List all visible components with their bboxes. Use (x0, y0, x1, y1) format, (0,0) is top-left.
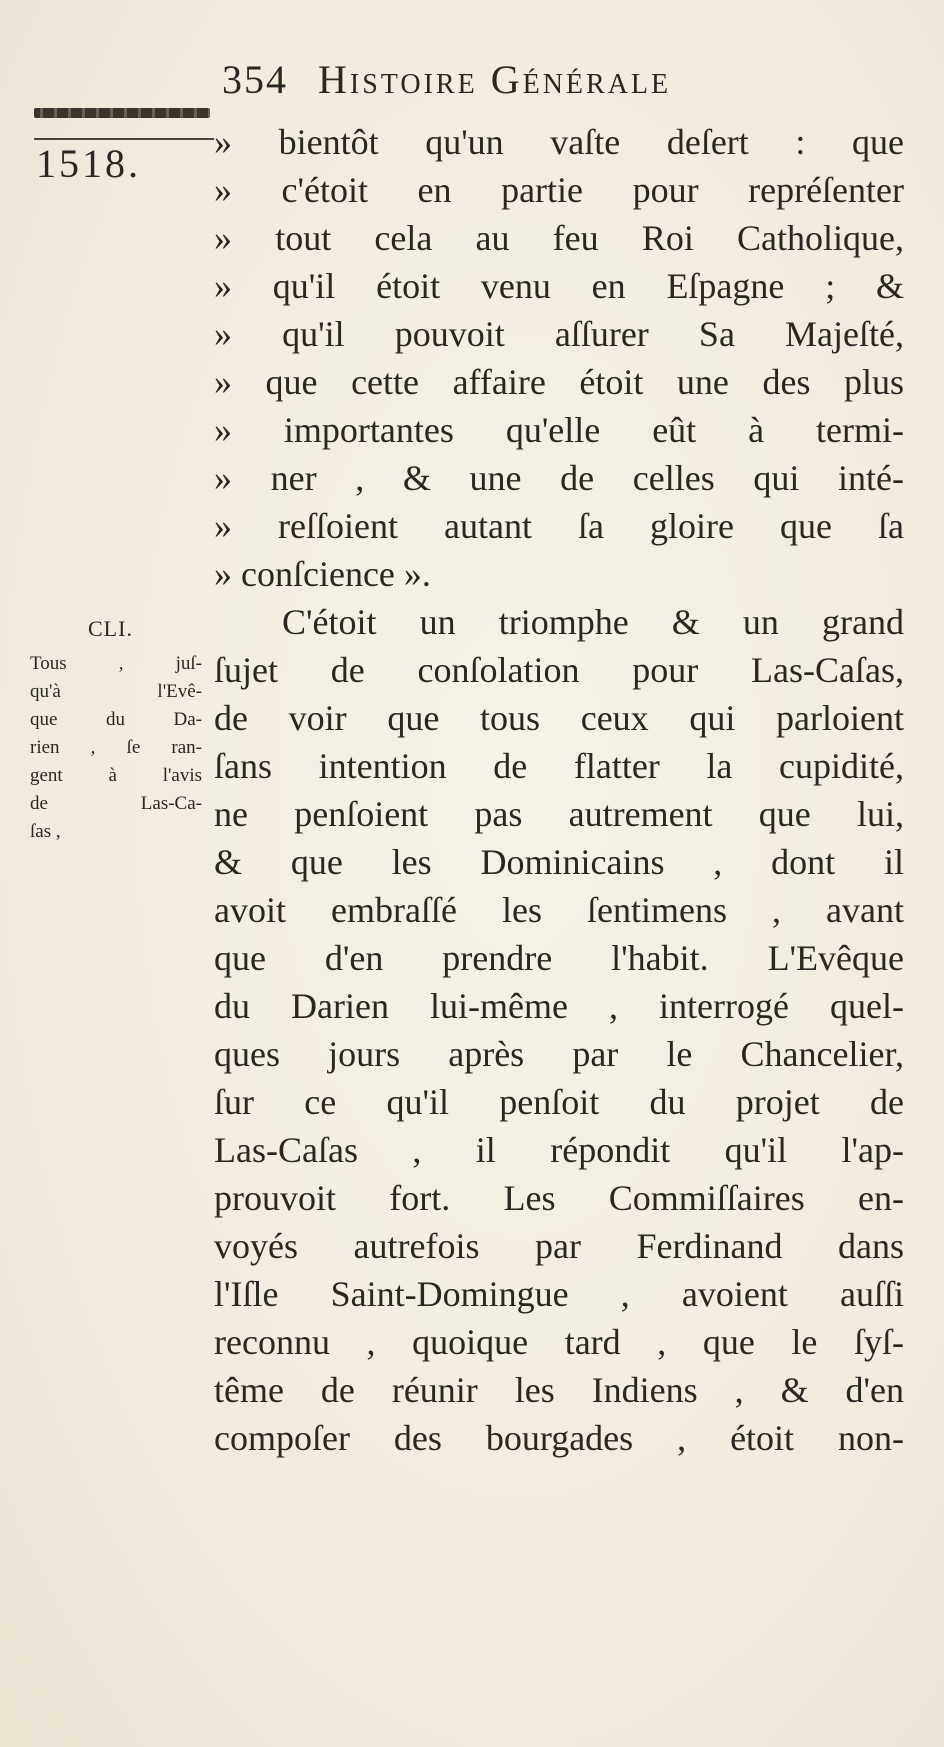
page-header (222, 56, 912, 116)
paragraph-line: l'Iſle Saint-Domingue , avoient auſſi (214, 1274, 904, 1314)
margin-year: 1518. (36, 141, 141, 186)
margin-note-line: Tous , juſ- (30, 653, 202, 674)
quote-line: » qu'il pouvoit aſſurer Sa Majeſté, (214, 314, 904, 354)
paragraph-line: avoit embraſſé les ſentimens , avant (214, 890, 904, 930)
paragraph-line: ques jours après par le Chancelier, (214, 1034, 904, 1074)
quote-line: » ner , & une de celles qui inté- (214, 458, 904, 498)
quote-line: » importantes qu'elle eût à termi- (214, 410, 904, 450)
quote-line: » reſſoient autant ſa gloire que ſa (214, 506, 904, 546)
quote-line: » que cette affaire étoit une des plus (214, 362, 904, 402)
margin-note-number: CLI. (88, 616, 133, 641)
margin-note-line: rien , ſe ran- (30, 737, 202, 758)
paragraph-line: tême de réunir les Indiens , & d'en (214, 1370, 904, 1410)
margin-note-line: qu'à l'Evê- (30, 681, 202, 702)
margin-note-line: gent à l'avis (30, 765, 202, 786)
paragraph-line: ſujet de conſolation pour Las-Caſas, (214, 650, 904, 690)
margin-note-line: que du Da- (30, 709, 202, 730)
paragraph-line: ne penſoient pas autrement que lui, (214, 794, 904, 834)
margin-note (30, 650, 202, 846)
quote-line: » bientôt qu'un vaſte deſert : que (214, 122, 904, 162)
paragraph-line: voyés autrefois par Ferdinand dans (214, 1226, 904, 1266)
paragraph-line: compoſer des bourgades , étoit non- (214, 1418, 904, 1458)
paragraph-line: Las-Caſas , il répondit qu'il l'ap- (214, 1130, 904, 1170)
margin-note-line: ſas , (30, 821, 61, 842)
paragraph-line: que d'en prendre l'habit. L'Evêque (214, 938, 904, 978)
paragraph-line: prouvoit fort. Les Commiſſaires en- (214, 1178, 904, 1218)
quote-line: » conſcience ». (214, 554, 431, 594)
header-ornament (34, 108, 210, 118)
running-title: Histoire Générale (318, 57, 672, 102)
paragraph-line: & que les Dominicains , dont il (214, 842, 904, 882)
page-number: 354 (222, 57, 288, 102)
paragraph-line: ſur ce qu'il penſoit du projet de (214, 1082, 904, 1122)
quote-line: » qu'il étoit venu en Eſpagne ; & (214, 266, 904, 306)
quote-line: » c'étoit en partie pour repréſenter (214, 170, 904, 210)
paragraph-line: ſans intention de flatter la cupidité, (214, 746, 904, 786)
paragraph-line: du Darien lui-même , interrogé quel- (214, 986, 904, 1026)
quote-line: » tout cela au feu Roi Catholique, (214, 218, 904, 258)
paragraph-line: de voir que tous ceux qui parloient (214, 698, 904, 738)
paragraph-line: reconnu , quoique tard , que le ſyſ- (214, 1322, 904, 1362)
paragraph-line: C'étoit un triomphe & un grand (282, 602, 904, 642)
body-text (214, 118, 904, 1462)
margin-note-line: de Las-Ca- (30, 793, 202, 814)
